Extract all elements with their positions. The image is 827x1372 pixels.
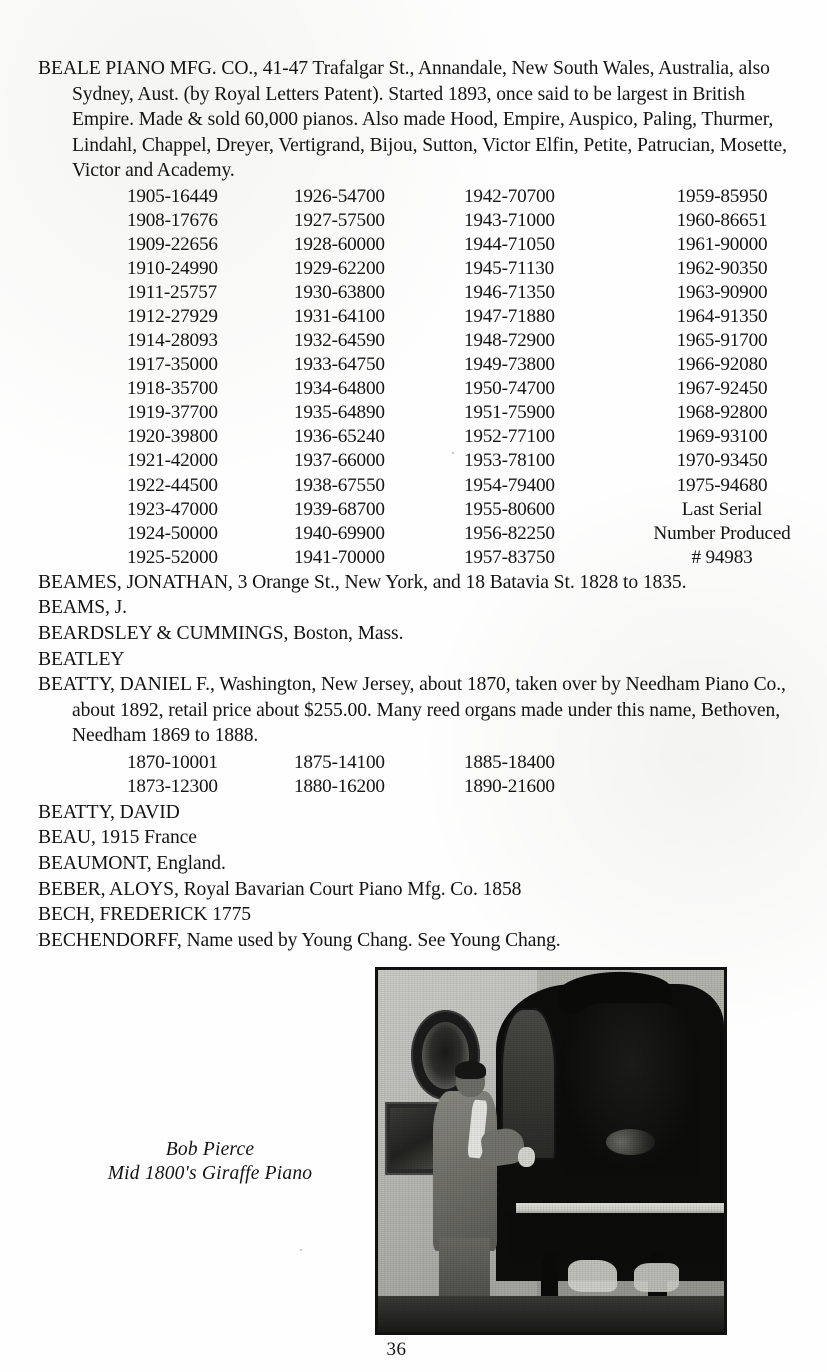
serial-cell: 1949-73800 [464,354,555,376]
rectangular-picture-art [390,1108,433,1169]
table-row [38,425,798,449]
serial-cell: 1952-77100 [464,426,555,448]
serial-cell: 1905-16449 [127,185,218,207]
photo-caption-line-2: Mid 1800's Giraffe Piano [107,1163,313,1184]
serial-cell: 1932-64590 [294,330,385,352]
entry-text: BEAMS, J. [38,597,127,619]
serial-cell: 1948-72900 [464,330,555,352]
entry-text: BEARDSLEY & CUMMINGS, Boston, Mass. [38,622,404,644]
serial-cell: 1928-60000 [294,234,385,256]
serial-cell: 1975-94680 [676,474,768,496]
entry-beatty-daniel-f [38,672,798,749]
text-column [38,56,798,953]
table-row [38,353,798,377]
table-row [38,209,798,233]
serial-cell: 1962-90350 [676,258,768,280]
photo-caption-line-1: Bob Pierce [165,1139,255,1160]
man-hair [455,1061,486,1079]
beale-serial-number-table [38,185,798,570]
serial-cell: 1909-22656 [127,234,218,256]
table-row [38,474,798,498]
serial-cell: 1959-85950 [676,185,768,207]
floor [378,1296,724,1332]
serial-cell: 1938-67550 [294,474,385,496]
number-produced-label: Number Produced [653,522,791,544]
serial-cell: 1946-71350 [464,282,555,304]
entry-bechendorff [38,928,798,954]
serial-cell: 1939-68700 [294,498,385,520]
serial-cell: 1940-69900 [294,522,385,544]
entry-text: BEAMES, JONATHAN, 3 Orange St., New York, and 18 Batavia St. 1828 to 1835. [38,571,687,593]
serial-cell: 1963-90900 [676,282,768,304]
serial-cell: 1912-27929 [127,306,218,328]
table-row [38,449,798,473]
table-row [38,377,798,401]
serial-cell: 1890-21600 [464,776,555,798]
entry-text: BEAU, 1915 France [38,827,197,849]
serial-cell: 1911-25757 [127,282,218,304]
serial-cell: 1923-47000 [127,498,218,520]
entry-text: BECH, FREDERICK 1775 [38,904,252,926]
table-row [38,185,798,209]
entry-text: BEAUMONT, England. [38,853,226,875]
entry-text: BEBER, ALOYS, Royal Bavarian Court Piano Mfg. Co. 1858 [38,878,522,900]
serial-cell: 1967-92450 [676,378,768,400]
serial-cell: 1914-28093 [127,330,218,352]
serial-cell: 1944-71050 [464,234,555,256]
serial-cell: 1970-93450 [676,450,768,472]
floor-highlight-left [568,1260,616,1293]
serial-cell: 1931-64100 [294,306,385,328]
entry-beardsley-cummings [38,621,798,647]
scan-speck [300,1249,302,1251]
serial-cell: 1935-64890 [294,402,385,424]
table-row [38,257,798,281]
serial-cell: 1885-18400 [464,751,555,773]
page-number: 36 [386,1339,407,1360]
serial-cell: 1934-64800 [294,378,385,400]
serial-cell: 1945-71130 [464,258,555,280]
serial-cell: 1942-70700 [464,185,555,207]
serial-cell: 1953-78100 [464,450,555,472]
serial-cell: 1927-57500 [294,210,385,232]
serial-cell: 1920-39800 [127,426,218,448]
serial-cell: 1908-17676 [127,210,218,232]
piano-apron [509,1213,724,1260]
serial-cell: 1917-35000 [127,354,218,376]
entry-beams-j [38,595,798,621]
entry-text: BEALE PIANO MFG. CO., 41-47 Trafalgar St., Annandale, New South Wales, Australia, also Sydney, Aust. (by Royal Letters Patent). Started 1893, once said to be largest in British Empire. Made & sold 60,000 pianos. Also made Hood, Empire, Auspico, Paling, Thurmer, Lindahl, Chappel, Dreyer, Vertigrand, Bijou, Sutton, Victor Elfin, Petite, Patrucian, Mosette, Victor and Academy. [38,58,787,182]
serial-cell: 1968-92800 [676,402,768,424]
serial-cell: 1910-24990 [127,258,218,280]
serial-cell: 1925-52000 [127,546,218,568]
serial-cell: 1956-82250 [464,522,555,544]
serial-cell: 1936-65240 [294,426,385,448]
table-row [38,522,798,546]
serial-cell: 1941-70000 [294,546,385,568]
serial-cell: 1965-91700 [676,330,768,352]
entry-beber-aloys [38,877,798,903]
man-torso [433,1091,497,1250]
serial-cell: 1961-90000 [676,234,768,256]
photo-caption [60,1138,360,1186]
serial-cell: 1926-54700 [294,185,385,207]
table-row [38,401,798,425]
serial-cell: 1964-91350 [676,306,768,328]
scan-speck [36,934,38,936]
serial-cell: 1875-14100 [294,751,385,773]
table-row [38,233,798,257]
serial-cell: 1947-71880 [464,306,555,328]
table-row [38,498,798,522]
entry-beames-jonathan [38,570,798,596]
table-row [38,751,798,776]
serial-cell: 1919-37700 [127,402,218,424]
total-produced-value: # 94983 [691,546,753,568]
last-serial-label: Last Serial [681,498,763,520]
serial-cell: 1918-35700 [127,378,218,400]
serial-cell: 1950-74700 [464,378,555,400]
serial-cell: 1955-80600 [464,498,555,520]
serial-cell: 1924-50000 [127,522,218,544]
serial-cell: 1880-16200 [294,776,385,798]
serial-cell: 1922-44500 [127,474,218,496]
entry-beatley [38,647,798,673]
rectangular-picture-frame [385,1102,439,1174]
entry-beatty-david [38,800,798,826]
table-row [38,775,798,800]
photo-content [378,970,724,1332]
serial-cell: 1966-92080 [676,354,768,376]
serial-cell: 1929-62200 [294,258,385,280]
serial-cell: 1969-93100 [676,426,768,448]
entry-beale-piano-mfg [38,56,798,184]
serial-cell: 1954-79400 [464,474,555,496]
serial-cell: 1943-71000 [464,210,555,232]
entry-bech-frederick [38,902,798,928]
serial-cell: 1937-66000 [294,450,385,472]
table-row [38,546,798,570]
entry-text: BEATTY, DANIEL F., Washington, New Jersey, about 1870, taken over by Needham Piano Co., about 1892, retail price about $255.00. Many reed organs made under this name, Bethoven, Needham 1869 to 1888. [38,674,786,747]
serial-cell: 1951-75900 [464,402,555,424]
entry-text: BEATTY, DAVID [38,801,180,823]
serial-cell: 1957-83750 [464,546,555,568]
giraffe-piano-photograph [375,967,727,1335]
entry-beaumont [38,851,798,877]
serial-cell: 1873-12300 [127,776,218,798]
piano-ornament [606,1129,654,1154]
entry-text: BEATLEY [38,648,125,670]
floor-highlight-right [634,1263,679,1292]
table-row [38,281,798,305]
serial-cell: 1960-86651 [676,210,768,232]
entry-beau [38,825,798,851]
serial-cell: 1933-64750 [294,354,385,376]
beatty-serial-number-table [38,751,798,800]
table-row [38,329,798,353]
entry-text: BECHENDORFF, Name used by Young Chang. See Young Chang. [38,929,561,951]
serial-cell: 1870-10001 [127,751,218,773]
serial-cell: 1921-42000 [127,450,218,472]
serial-cell: 1930-63800 [294,282,385,304]
table-row [38,305,798,329]
scan-speck [452,452,454,454]
